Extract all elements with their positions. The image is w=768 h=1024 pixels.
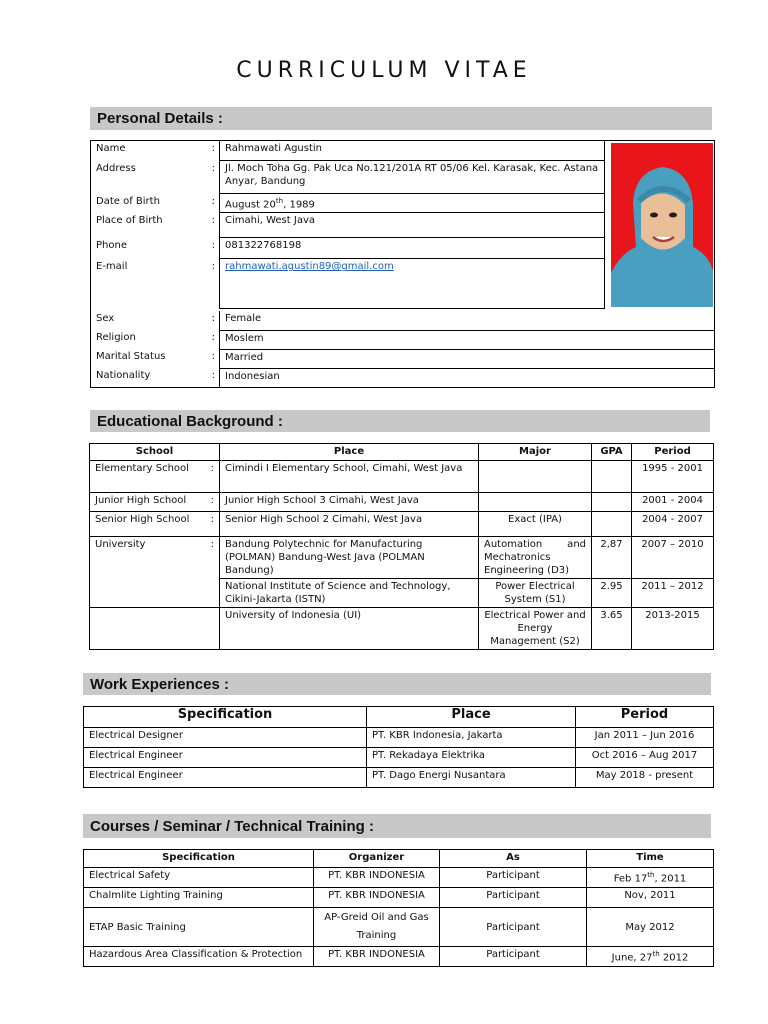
header-place: Place	[367, 707, 576, 728]
label-name: Name	[91, 141, 208, 161]
label-dob: Date of Birth	[91, 194, 208, 213]
label-religion: Religion	[91, 330, 208, 349]
table-row: Electrical Designer PT. KBR Indonesia, Jakarta Jan 2011 – Jun 2016	[84, 728, 714, 748]
value-marital: Married	[220, 349, 715, 368]
value-phone: 081322768198	[220, 238, 605, 259]
section-education: Educational Background :	[90, 410, 710, 432]
person-photo-icon	[611, 143, 713, 307]
header-as: As	[440, 850, 587, 868]
table-row: National Institute of Science and Technology, Cikini-Jakarta (ISTN) Power Electrical System (S1) 2.95 2011 – 2012	[90, 579, 714, 608]
header-period: Period	[632, 444, 714, 461]
label-email: E-mail	[91, 259, 208, 309]
table-row: Senior High School : Senior High School 2 Cimahi, West Java Exact (IPA) 2004 - 2007	[90, 512, 714, 537]
header-place: Place	[220, 444, 479, 461]
header-specification: Specification	[84, 850, 314, 868]
personal-details-table: Name : Rahmawati Agustin Address : Jl. Moch Toha Gg. Pak Uca No.121/201A RT 05/06 Kel. Karasak, Kec. Astana Anyar, Bandung Date of Birth : August 20th, 1989 Place of Birth : Cimahi, West Java Phone : 081322768198 E-mail : rahmawati.agustin89@gmail.com Sex : Female Religion : Moslem Marital Status : Married Nationality : Indonesian	[90, 140, 715, 388]
table-row: Elementary School : Cimindi I Elementary School, Cimahi, West Java 1995 - 2001	[90, 461, 714, 493]
table-row: University of Indonesia (UI) Electrical Power and Energy Management (S2) 3.65 2013-2015	[90, 608, 714, 650]
section-work: Work Experiences :	[83, 673, 711, 695]
table-row: University : Bandung Polytechnic for Manufacturing (POLMAN) Bandung-West Java (POLMAN Bandung) Automation and Mechatronics Engineering (D3) 2,87 2007 – 2010	[90, 537, 714, 579]
value-religion: Moslem	[220, 330, 715, 349]
header-time: Time	[587, 850, 714, 868]
header-gpa: GPA	[592, 444, 632, 461]
page-title: CURRICULUM VITAE	[236, 58, 532, 83]
education-table	[89, 443, 714, 650]
label-phone: Phone	[91, 238, 208, 259]
section-courses: Courses / Seminar / Technical Training :	[83, 814, 711, 838]
table-row: ETAP Basic Training AP-Greid Oil and Gas Training Participant May 2012	[84, 908, 714, 947]
table-row: Electrical Engineer PT. Dago Energi Nusantara May 2018 - present	[84, 768, 714, 788]
header-school: School	[90, 444, 220, 461]
table-row: Electrical Safety PT. KBR INDONESIA Participant Feb 17th, 2011	[84, 868, 714, 888]
value-sex: Female	[220, 311, 715, 330]
value-name: Rahmawati Agustin	[220, 141, 605, 161]
courses-table	[83, 849, 714, 967]
header-specification: Specification	[84, 707, 367, 728]
label-marital: Marital Status	[91, 349, 208, 368]
label-nationality: Nationality	[91, 368, 208, 387]
value-address: Jl. Moch Toha Gg. Pak Uca No.121/201A RT 05/06 Kel. Karasak, Kec. Astana Anyar, Bandung	[220, 161, 605, 194]
table-row: Chalmlite Lighting Training PT. KBR INDONESIA Participant Nov, 2011	[84, 888, 714, 908]
label-pob: Place of Birth	[91, 213, 208, 238]
label-sex: Sex	[91, 311, 208, 330]
label-address: Address	[91, 161, 208, 194]
table-row: Electrical Engineer PT. Rekadaya Elektrika Oct 2016 – Aug 2017	[84, 748, 714, 768]
header-major: Major	[479, 444, 592, 461]
work-table	[83, 706, 714, 788]
value-dob: August 20th, 1989	[220, 194, 605, 213]
value-nationality: Indonesian	[220, 368, 715, 387]
email-link[interactable]: rahmawati.agustin89@gmail.com	[225, 261, 394, 273]
profile-photo	[611, 143, 713, 307]
section-personal-details: Personal Details :	[90, 107, 712, 130]
table-row: Hazardous Area Classification & Protection PT. KBR INDONESIA Participant June, 27th 2012	[84, 947, 714, 967]
header-period: Period	[576, 707, 714, 728]
table-row: Junior High School : Junior High School 3 Cimahi, West Java 2001 - 2004	[90, 493, 714, 512]
header-organizer: Organizer	[314, 850, 440, 868]
value-pob: Cimahi, West Java	[220, 213, 605, 238]
